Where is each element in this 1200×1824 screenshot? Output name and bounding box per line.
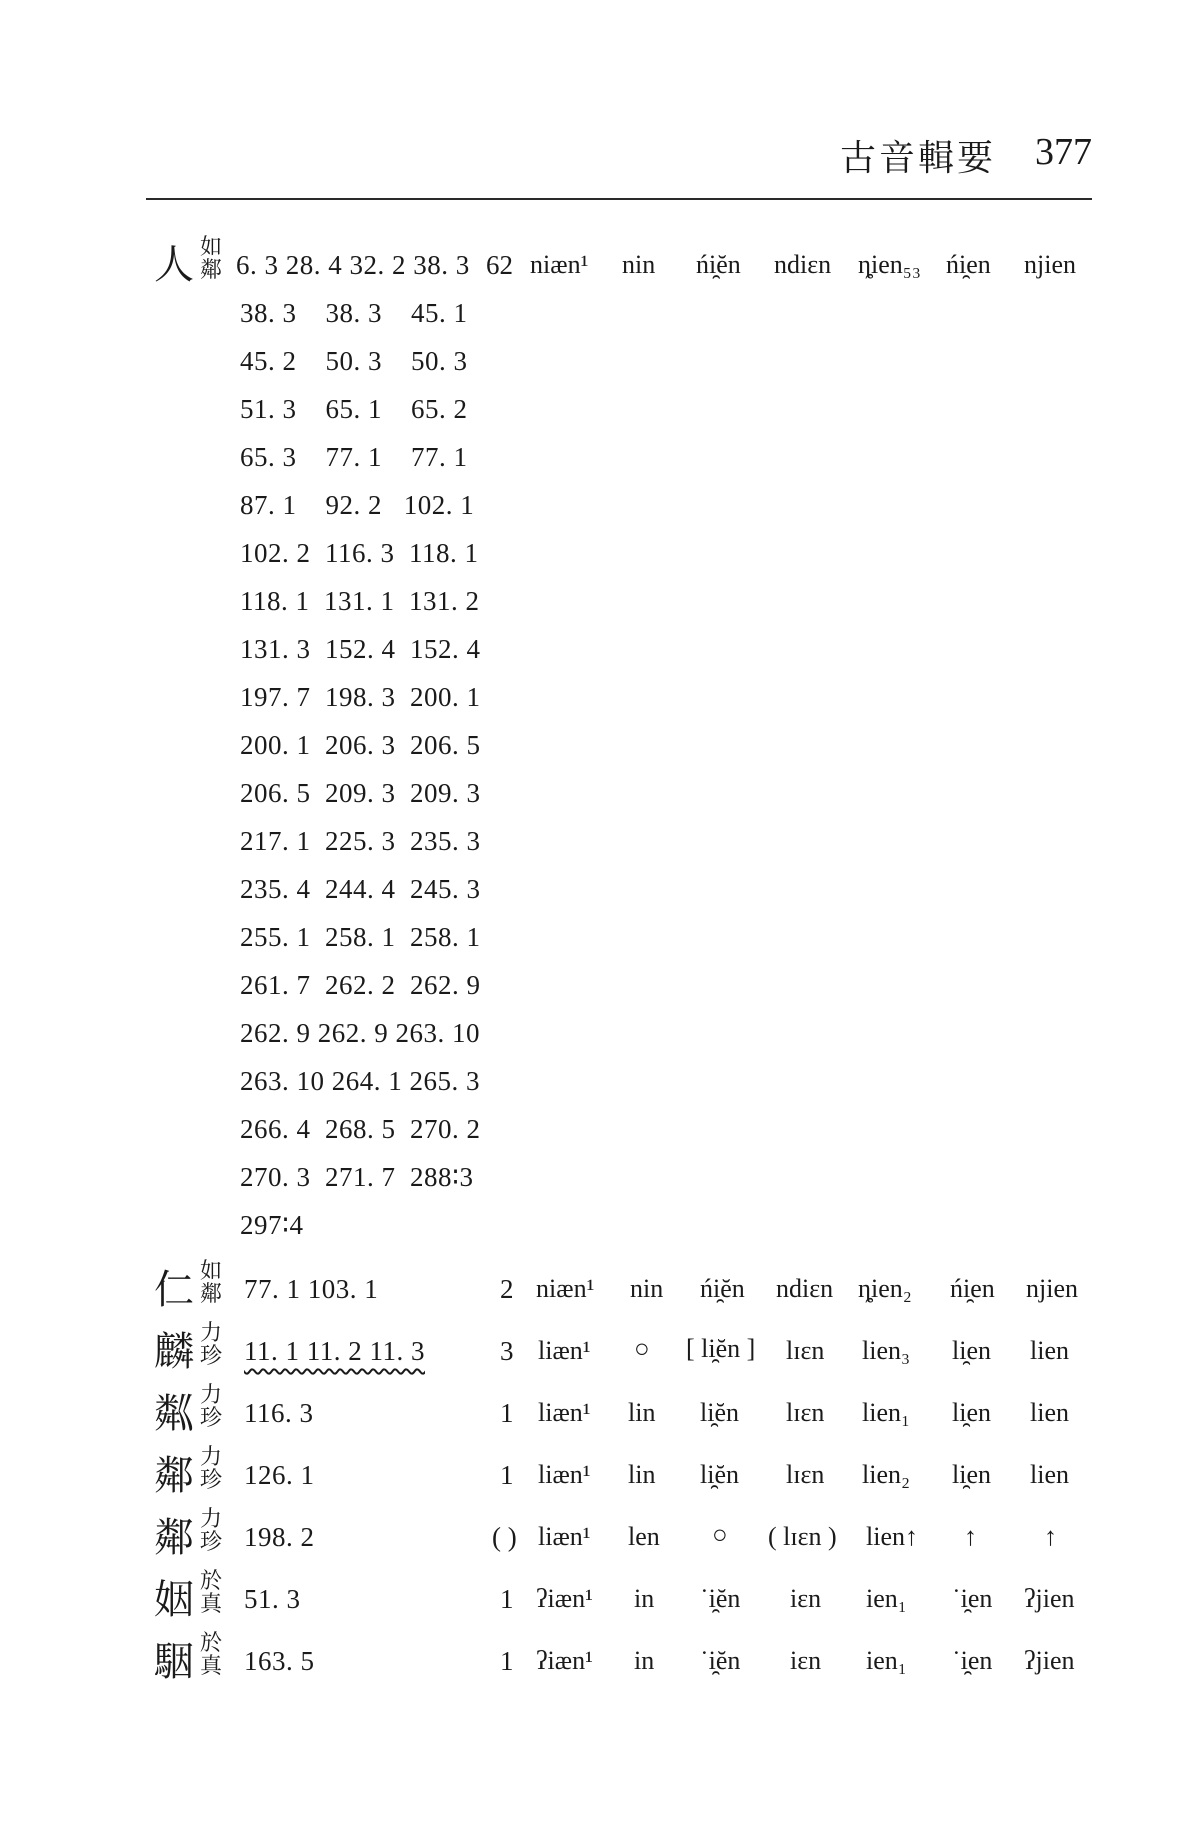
reference-line: 118. 1 131. 1 131. 2 [240, 586, 480, 616]
reading-4: ndiɛn [776, 1274, 834, 1303]
reference-line: 126. 1 [244, 1460, 315, 1490]
entry-character: 駰 [154, 1639, 194, 1685]
reading-7: njien [1024, 250, 1076, 279]
reading-1: liæn¹ [538, 1460, 591, 1489]
reading-3: ○ [712, 1520, 728, 1549]
entry-character: 仁 [154, 1267, 194, 1313]
reference-line: 270. 3 271. 7 288∶3 [240, 1162, 474, 1192]
fanqie [198, 1322, 224, 1368]
fanqie [198, 1384, 224, 1430]
reading-2: nin [622, 250, 656, 279]
reading-1: niæn¹ [536, 1274, 595, 1303]
reading-5: lien₂ [862, 1460, 911, 1489]
reading-3: ńi̯ĕn [700, 1274, 745, 1303]
reference-line: 11. 1 11. 2 11. 3 [244, 1336, 425, 1366]
reading-4: lɪɛn [786, 1398, 825, 1427]
reading-2: len [628, 1522, 660, 1551]
reading-6: li̯en [952, 1336, 991, 1365]
reference-line: 261. 7 262. 2 262. 9 [240, 970, 481, 1000]
reading-4: ndiɛn [774, 250, 832, 279]
reference-line: 131. 3 152. 4 152. 4 [240, 634, 481, 664]
reference-line: 206. 5 209. 3 209. 3 [240, 778, 481, 808]
reference-line: 51. 3 [244, 1584, 301, 1614]
reading-2: lin [628, 1398, 656, 1427]
reading-6: ˙i̯en [952, 1646, 993, 1675]
reading-6: ↑ [964, 1522, 977, 1551]
fanqie-upper: 力 [199, 1321, 222, 1346]
fanqie-lower: 珍 [199, 1406, 222, 1431]
reading-4: iɛn [790, 1646, 822, 1675]
fanqie [198, 1260, 224, 1306]
reading-2: ○ [634, 1334, 650, 1363]
entry-character: 麟 [154, 1329, 194, 1375]
reading-6: ńi̯en [946, 250, 991, 279]
reference-line: 255. 1 258. 1 258. 1 [240, 922, 481, 952]
fanqie [198, 1632, 224, 1678]
fanqie-lower: 珍 [199, 1344, 222, 1369]
reference-line: 38. 3 38. 3 45. 1 [240, 298, 468, 328]
reference-line: 6. 3 28. 4 32. 2 38. 3 [236, 250, 470, 280]
fanqie-lower: 真 [199, 1592, 222, 1617]
reading-3: [ li̯ĕn ] [686, 1334, 756, 1363]
reference-line: 51. 3 65. 1 65. 2 [240, 394, 468, 424]
occurrence-count: 3 [500, 1336, 514, 1366]
page-header [146, 128, 1092, 200]
fanqie-upper: 如 [199, 235, 222, 260]
reading-3: ńi̯ĕn [696, 250, 741, 279]
reading-4: lɪɛn [786, 1460, 825, 1489]
fanqie-lower: 珍 [199, 1468, 222, 1493]
reading-3: li̯ĕn [700, 1398, 739, 1427]
reading-2: lin [628, 1460, 656, 1489]
occurrence-count: 2 [500, 1274, 514, 1304]
fanqie-lower: 鄰 [199, 1282, 222, 1307]
reading-5: lien↑ [866, 1522, 918, 1551]
reference-line: 65. 3 77. 1 77. 1 [240, 442, 468, 472]
reading-5: lien₁ [862, 1398, 911, 1427]
fanqie-lower: 珍 [199, 1530, 222, 1555]
fanqie-upper: 力 [199, 1445, 222, 1470]
entry-character: 鄰 [154, 1453, 194, 1499]
fanqie-lower: 真 [199, 1654, 222, 1679]
reference-line: 77. 1 103. 1 [244, 1274, 379, 1304]
reference-line: 45. 2 50. 3 50. 3 [240, 346, 468, 376]
header-title: 古音輯要 [839, 138, 996, 179]
reading-3: ˙i̯ĕn [700, 1584, 741, 1613]
entry-character: 鄰 [154, 1515, 194, 1561]
reading-4: iɛn [790, 1584, 822, 1613]
reading-2: nin [630, 1274, 664, 1303]
entry-character: 姻 [154, 1577, 194, 1623]
fanqie-upper: 力 [199, 1507, 222, 1532]
reading-1: liæn¹ [538, 1336, 591, 1365]
reference-line: 116. 3 [244, 1398, 314, 1428]
reference-line: 235. 4 244. 4 245. 3 [240, 874, 481, 904]
reference-line: 197. 7 198. 3 200. 1 [240, 682, 481, 712]
entry-character: 人 [154, 242, 194, 288]
reference-line: 87. 1 92. 2 102. 1 [240, 490, 475, 520]
reading-7: ʔjien [1024, 1584, 1075, 1613]
reference-line: 163. 5 [244, 1646, 315, 1676]
reference-line: 198. 2 [244, 1522, 315, 1552]
reading-6: li̯en [952, 1398, 991, 1427]
page-number: 377 [1035, 131, 1092, 173]
reference-line: 266. 4 268. 5 270. 2 [240, 1114, 481, 1144]
fanqie-upper: 如 [199, 1259, 222, 1284]
reading-6: ˙i̯en [952, 1584, 993, 1613]
fanqie-lower: 鄰 [199, 258, 222, 283]
reading-4: ( lɪɛn ) [768, 1522, 837, 1551]
occurrence-count: 1 [500, 1460, 514, 1490]
reading-6: li̯en [952, 1460, 991, 1489]
fanqie [198, 1508, 224, 1554]
reading-1: ʔiæn¹ [536, 1646, 593, 1675]
reading-3: ˙i̯ĕn [700, 1646, 741, 1675]
occurrence-count: 1 [500, 1646, 514, 1676]
fanqie [198, 236, 224, 282]
fanqie-upper: 於 [199, 1569, 222, 1594]
reading-2: in [634, 1584, 655, 1613]
reading-5: ȵien₂ [858, 1274, 912, 1303]
reference-line: 217. 1 225. 3 235. 3 [240, 826, 481, 856]
reference-line: 200. 1 206. 3 206. 5 [240, 730, 481, 760]
reference-line: 262. 9 262. 9 263. 10 [240, 1018, 480, 1048]
reading-5: ȵien₅₃ [858, 250, 921, 279]
occurrence-count: ( ) [492, 1522, 517, 1552]
reading-5: ien₁ [866, 1646, 907, 1675]
fanqie-upper: 於 [199, 1631, 222, 1656]
occurrence-count: 1 [500, 1398, 514, 1428]
fanqie [198, 1446, 224, 1492]
entry-character: 粼 [154, 1391, 194, 1437]
reading-7: lien [1030, 1460, 1069, 1489]
reading-7: ʔjien [1024, 1646, 1075, 1675]
reading-1: liæn¹ [538, 1522, 591, 1551]
reading-6: ńi̯en [950, 1274, 995, 1303]
reading-1: liæn¹ [538, 1398, 591, 1427]
reading-7: lien [1030, 1336, 1069, 1365]
reference-line: 102. 2 116. 3 118. 1 [240, 538, 479, 568]
reading-1: ʔiæn¹ [536, 1584, 593, 1613]
reading-4: lɪɛn [786, 1336, 825, 1365]
reading-1: niæn¹ [530, 250, 589, 279]
reference-line: 263. 10 264. 1 265. 3 [240, 1066, 480, 1096]
reading-5: ien₁ [866, 1584, 907, 1613]
fanqie-upper: 力 [199, 1383, 222, 1408]
occurrence-count: 1 [500, 1584, 514, 1614]
occurrence-count: 62 [486, 250, 513, 280]
reading-7: njien [1026, 1274, 1078, 1303]
fanqie [198, 1570, 224, 1616]
reading-2: in [634, 1646, 655, 1675]
reading-5: lien₃ [862, 1336, 911, 1365]
reading-3: li̯ĕn [700, 1460, 739, 1489]
reading-7: ↑ [1044, 1522, 1057, 1551]
reference-line: 297∶4 [240, 1210, 304, 1240]
reading-7: lien [1030, 1398, 1069, 1427]
